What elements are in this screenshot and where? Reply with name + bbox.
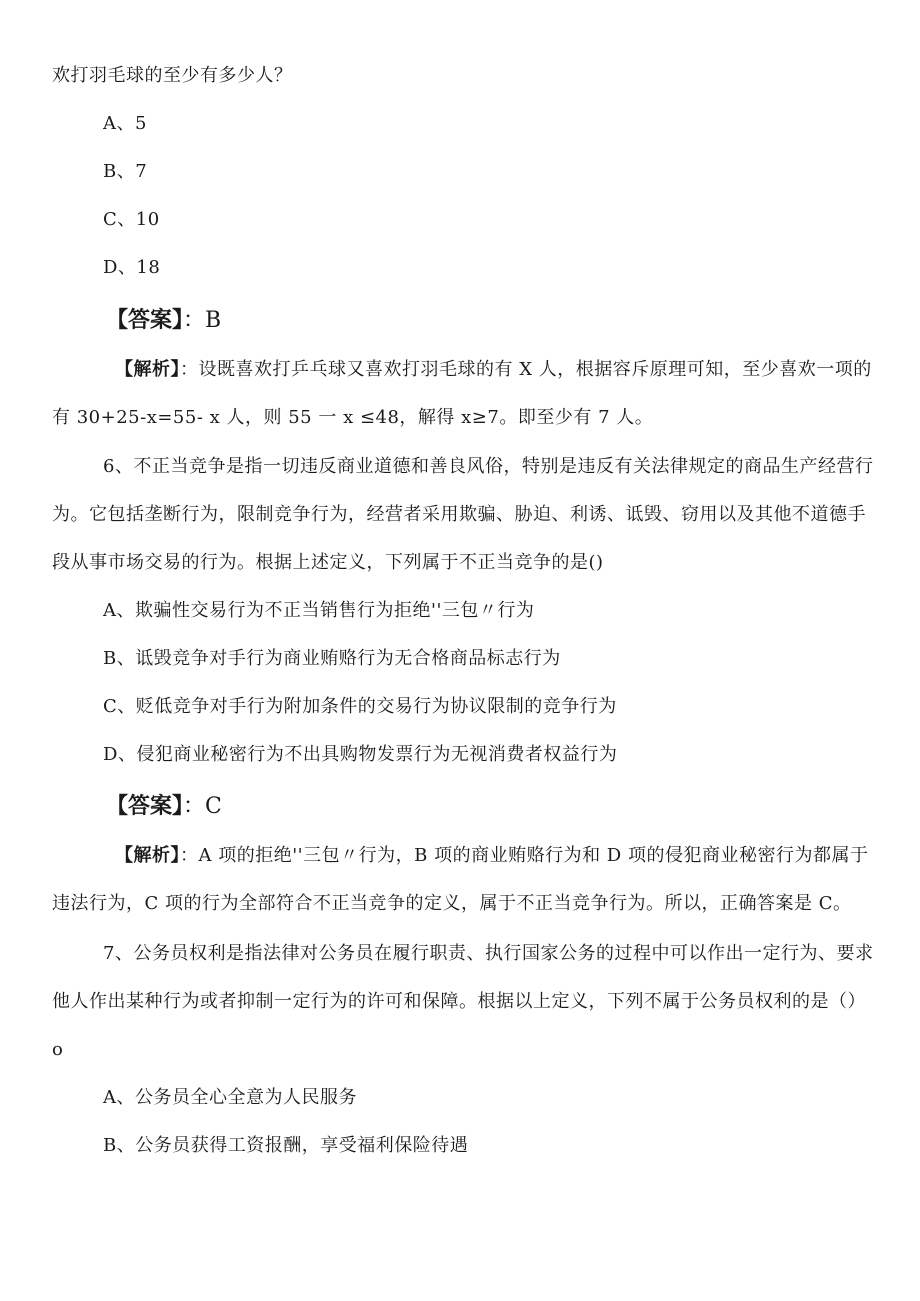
q7-stem-line-2: 他人作出某种行为或者抑制一定行为的许可和保障。根据以上定义，下列不属于公务员权利的是（） [52, 991, 866, 1012]
q7-option-a: A、公务员全心全意为人民服务 [103, 1087, 357, 1108]
q7-option-b: B、公务员获得工资报酬，享受福利保险待遇 [103, 1135, 469, 1156]
q6-option-c: C、贬低竞争对手行为附加条件的交易行为协议限制的竞争行为 [103, 696, 617, 717]
q6-answer [106, 793, 222, 821]
q6-option-b: B、诋毁竞争对手行为商业贿赂行为无合格商品标志行为 [103, 648, 561, 669]
q5-stem-tail: 欢打羽毛球的至少有多少人？ [52, 65, 293, 86]
q5-option-d: D、18 [103, 257, 161, 278]
q5-analysis-line-2: 有 30+25-x=55- x 人，则 55 一 x ≤48，解得 x≥7。即至少有 7 人。 [52, 407, 654, 428]
q6-answer-label: 【答案】 [106, 794, 184, 819]
q5-answer-value: ：B [183, 308, 222, 333]
q5-analysis-text-1: ：设既喜欢打乒乓球又喜欢打羽毛球的有 X 人，根据容斥原理可知，至少喜欢一项的 [180, 359, 872, 380]
q5-analysis-line-1 [115, 358, 872, 382]
q6-stem-line-2: 为。它包括垄断行为，限制竞争行为，经营者采用欺骗、胁迫、利诱、诋毁、窃用以及其他不道德手 [52, 504, 866, 525]
q6-option-d: D、侵犯商业秘密行为不出具购物发票行为无视消费者权益行为 [103, 744, 618, 765]
q6-option-a: A、欺骗性交易行为不正当销售行为拒绝''三包〃行为 [103, 600, 535, 621]
q7-stem-line-1: 7、公务员权利是指法律对公务员在履行职责、执行国家公务的过程中可以作出一定行为、要求 [103, 943, 874, 964]
q6-analysis-text-1: ：A 项的拒绝''三包〃行为，B 项的商业贿赂行为和 D 项的侵犯商业秘密行为都属于 [180, 845, 869, 866]
q6-analysis-line-2: 违法行为，C 项的行为全部符合不正当竞争的定义，属于不正当竞争行为。所以，正确答案是 C。 [52, 893, 852, 914]
q5-option-a: A、5 [103, 113, 147, 134]
q5-option-b: B、7 [103, 161, 148, 182]
q5-answer [106, 307, 221, 335]
q5-answer-label: 【答案】 [106, 308, 184, 333]
q5-analysis-label: 【解析】 [115, 359, 180, 380]
q7-stem-line-3: o [52, 1039, 64, 1060]
q6-analysis-label: 【解析】 [115, 845, 180, 866]
q5-option-c: C、10 [103, 209, 160, 230]
q6-stem-line-3: 段从事市场交易的行为。根据上述定义，下列属于不正当竞争的是() [52, 552, 604, 573]
q6-answer-value: ：C [183, 794, 222, 819]
q6-stem-line-1: 6、不正当竞争是指一切违反商业道德和善良风俗，特别是违反有关法律规定的商品生产经营行 [103, 456, 874, 477]
q6-analysis-line-1 [115, 844, 868, 868]
